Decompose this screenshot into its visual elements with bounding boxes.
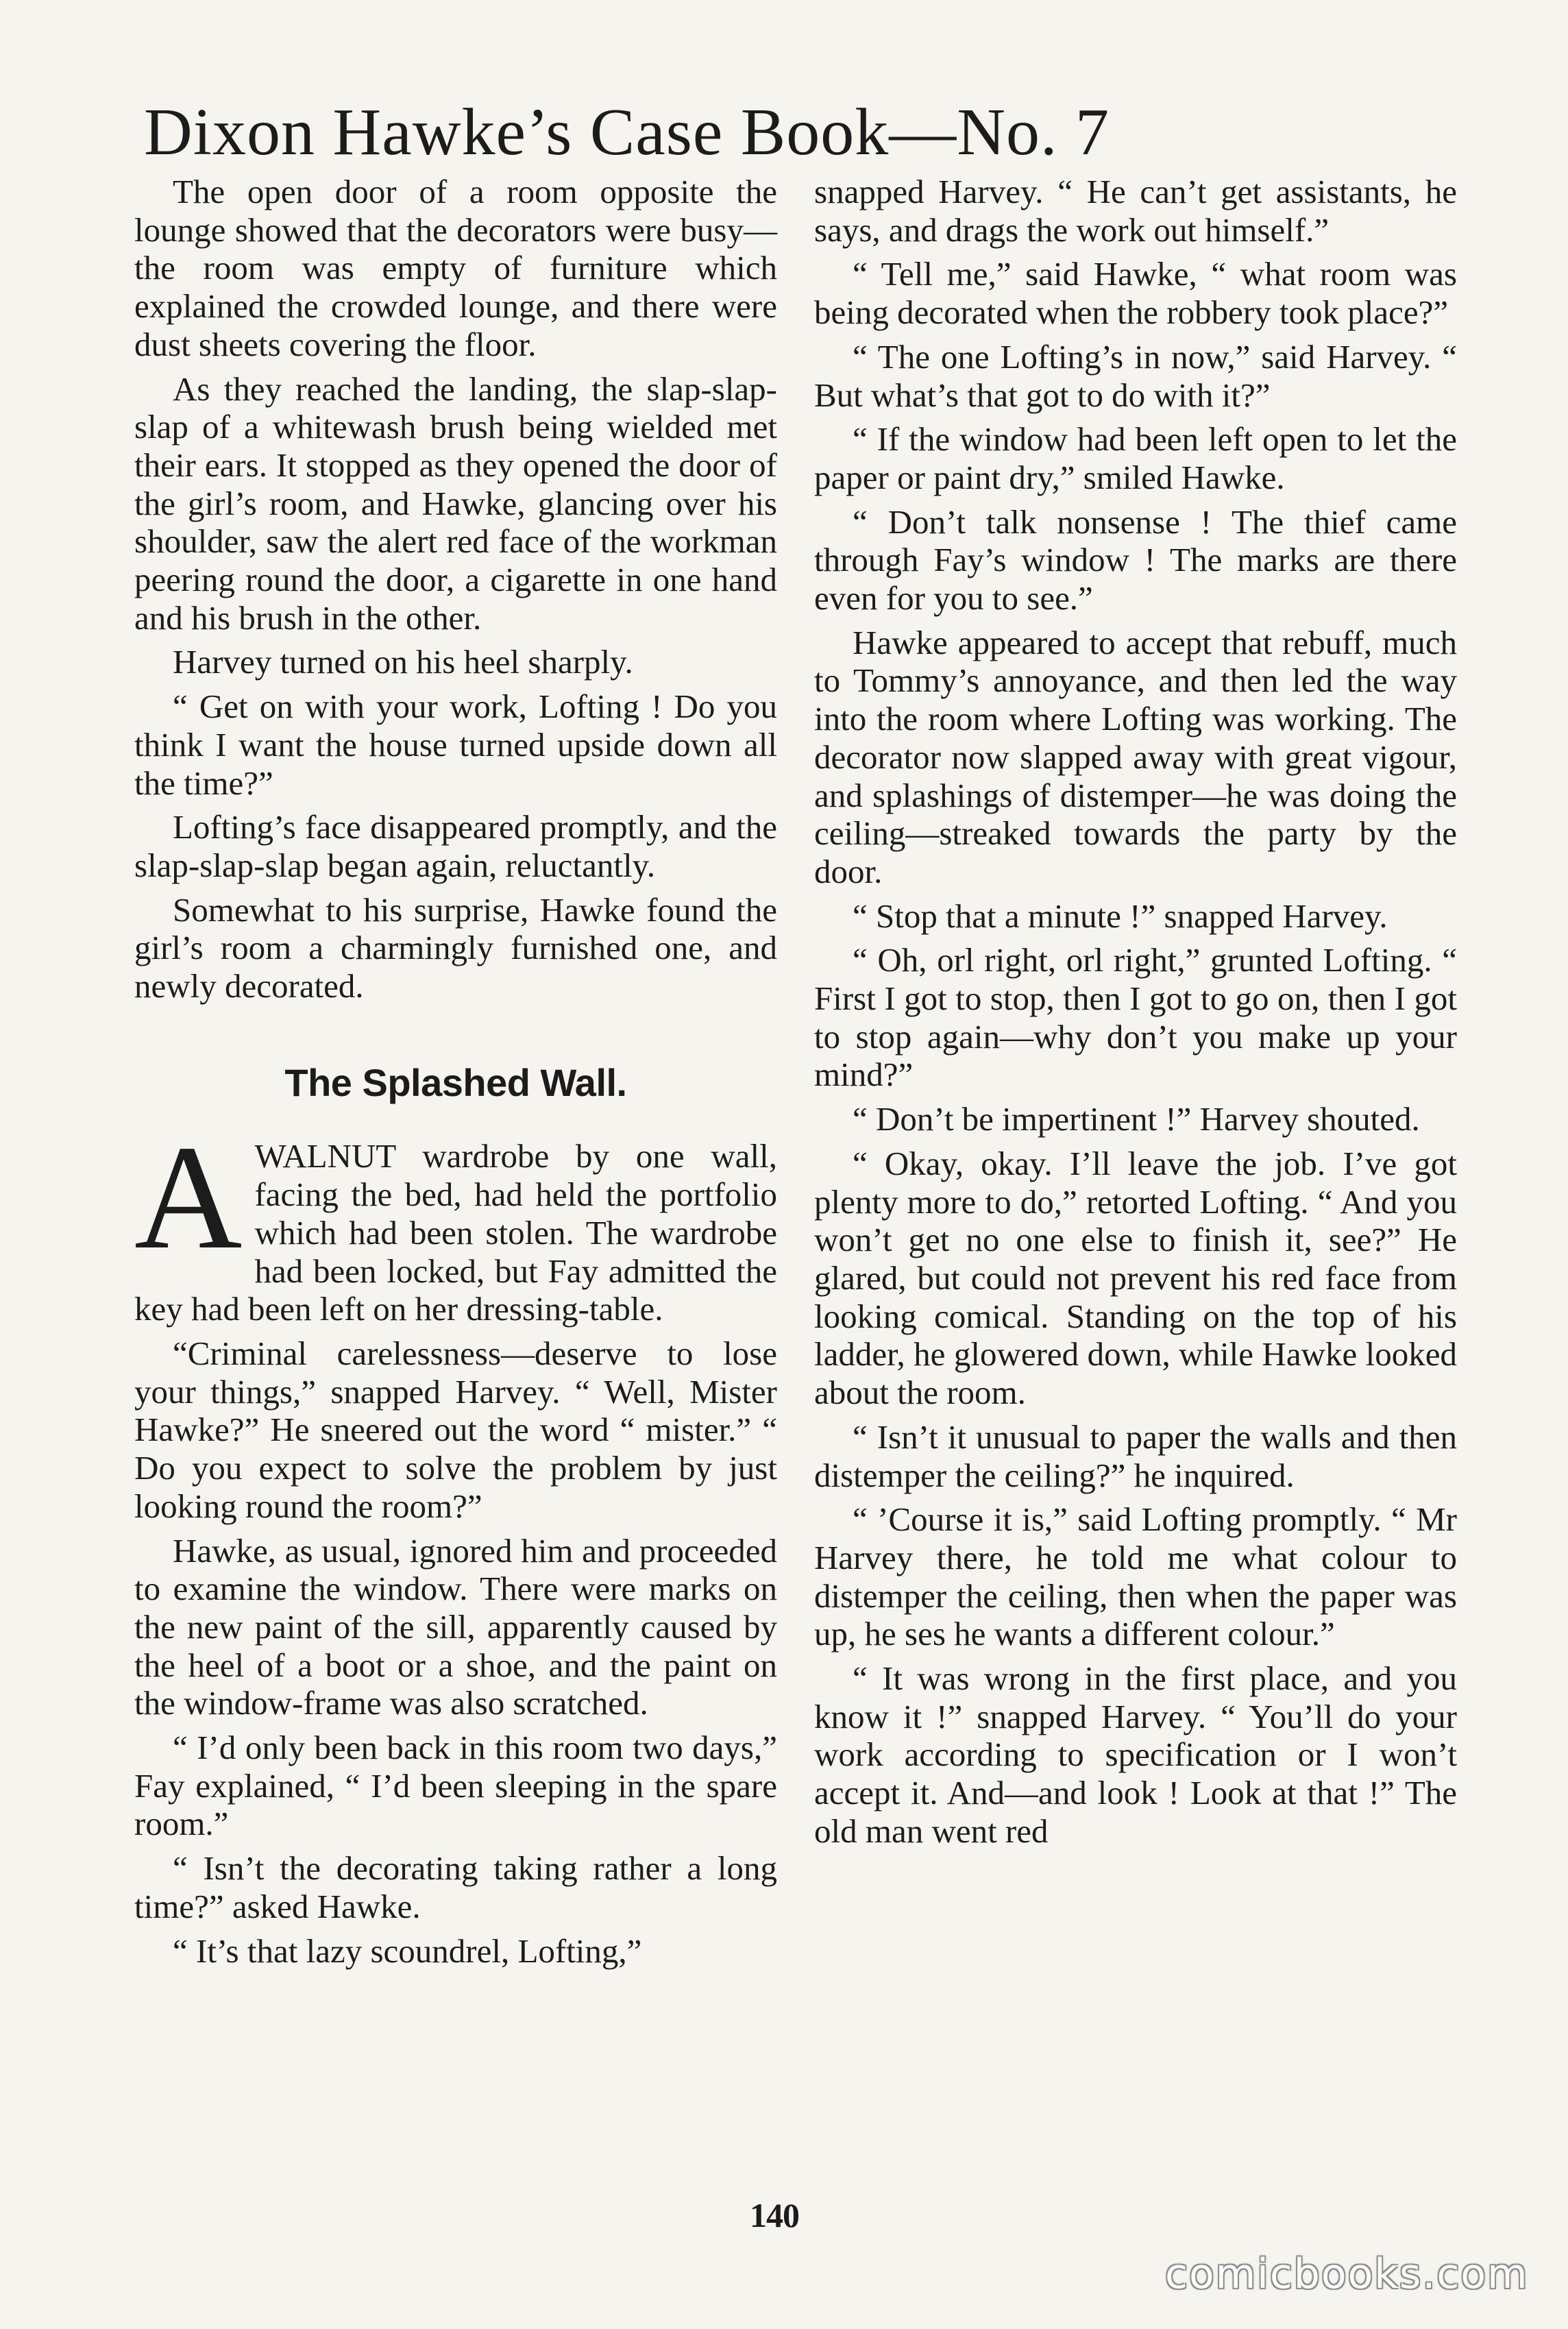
paragraph: Somewhat to his surprise, Hawke found the girl’s room a charmingly furnished one, and newly decorated. [134,890,777,1005]
paragraph: “ ’Course it is,” said Lofting promptly. “ Mr Harvey there, he told me what colour to distemper the ceiling, then when the paper was up, he ses he wants a different colour.” [814,1500,1457,1653]
right-text-column [814,173,1457,1857]
paragraph: “ If the window had been left open to let the paper or paint dry,” smiled Hawke. [814,420,1457,496]
paragraph: “ The one Lofting’s in now,” said Harvey. “ But what’s that got to do with it?” [814,337,1457,414]
paragraph: “ Okay, okay. I’ll leave the job. I’ve got plenty more to do,” retorted Lofting. “ And you won’t get no one else to finish it, see?” He glared, but could not prevent his red face from looking comical. Standing on the top of his ladder, he glowered down, while Hawke looked about the room. [814,1144,1457,1412]
paragraph: As they reached the landing, the slap-slap-slap of a whitewash brush being wielded met their ears. It stopped as they opened the door of the girl’s room, and Hawke, glancing over his shoulder, saw the alert red face of the workman peering round the door, a cigarette in one hand and his brush in the other. [134,369,777,637]
paragraph: “ Isn’t it unusual to paper the walls and then distemper the ceiling?” he inquired. [814,1417,1457,1494]
paragraph: The open door of a room opposite the lounge showed that the decorators were busy—the room was empty of furniture which explained the crowded lounge, and there were dust sheets covering the floor. [134,173,777,363]
paragraph: Hawke, as usual, ignored him and proceeded to examine the window. There were marks on the new paint of the sill, apparently caused by the heel of a boot or a shoe, and the paint on the window-frame was also scratched. [134,1531,777,1722]
paragraph: snapped Harvey. “ He can’t get assistants, he says, and drags the work out himself.” [814,173,1457,249]
paragraph: “ Tell me,” said Hawke, “ what room was being decorated when the robbery took place?” [814,255,1457,332]
drop-cap-paragraph-text: WALNUT wardrobe by one wall, facing the bed, had held the portfolio which had been stolen. The wardrobe had been locked, but Fay admitted the key had been left on her dressing-table. [134,1137,777,1328]
drop-cap-paragraph [134,1115,777,1328]
paragraph: Harvey turned on his heel sharply. [173,643,633,681]
paragraph: “ Isn’t the decorating taking rather a long time?” asked Hawke. [134,1849,777,1925]
paragraph: “ Stop that a minute !” snapped Harvey. [853,897,1388,935]
paragraph: “ Oh, orl right, orl right,” grunted Lofting. “ First I got to stop, then I got to go on, then I got to stop again—why don’t you make up your mind?” [814,941,1457,1094]
paragraph: “Criminal carelessness—deserve to lose your things,” snapped Harvey. “ Well, Mister Hawke?” He sneered out the word “ mister.” “ Do you expect to solve the problem by just looking round the room?” [134,1334,777,1525]
left-text-column [134,173,777,1976]
section-heading: The Splashed Wall. [284,1060,627,1104]
watermark-text: comicbooks.com [1165,2250,1529,2298]
paragraph: Lofting’s face disappeared promptly, and the slap-slap-slap began again, reluctantly. [134,808,777,884]
page-header-title: Dixon Hawke’s Case Book—No. 7 [144,95,1110,169]
drop-cap-letter: A [134,1115,243,1281]
paragraph: “ I’d only been back in this room two days,” Fay explained, “ I’d been sleeping in the spare room.” [134,1729,777,1843]
paragraph: “ Don’t be impertinent !” Harvey shouted. [853,1100,1420,1138]
page-number: 140 [750,2196,799,2234]
paragraph: Hawke appeared to accept that rebuff, much to Tommy’s annoyance, and then led the way into the room where Lofting was working. The decorator now slapped away with great vigour, and splashings of distemper—he was doing the ceiling—streaked towards the party by the door. [814,623,1457,890]
paragraph: “ It’s that lazy scoundrel, Lofting,” [173,1931,642,1970]
paragraph: “ It was wrong in the first place, and you know it !” snapped Harvey. “ You’ll do your work according to specification or I won’t accept it. And—and look ! Look at that !” The old man went red [814,1659,1457,1850]
paragraph: “ Don’t talk nonsense ! The thief came through Fay’s window ! The marks are there even for you to see.” [814,502,1457,618]
paragraph: “ Get on with your work, Lofting ! Do you think I want the house turned upside down all the time?” [134,687,777,802]
